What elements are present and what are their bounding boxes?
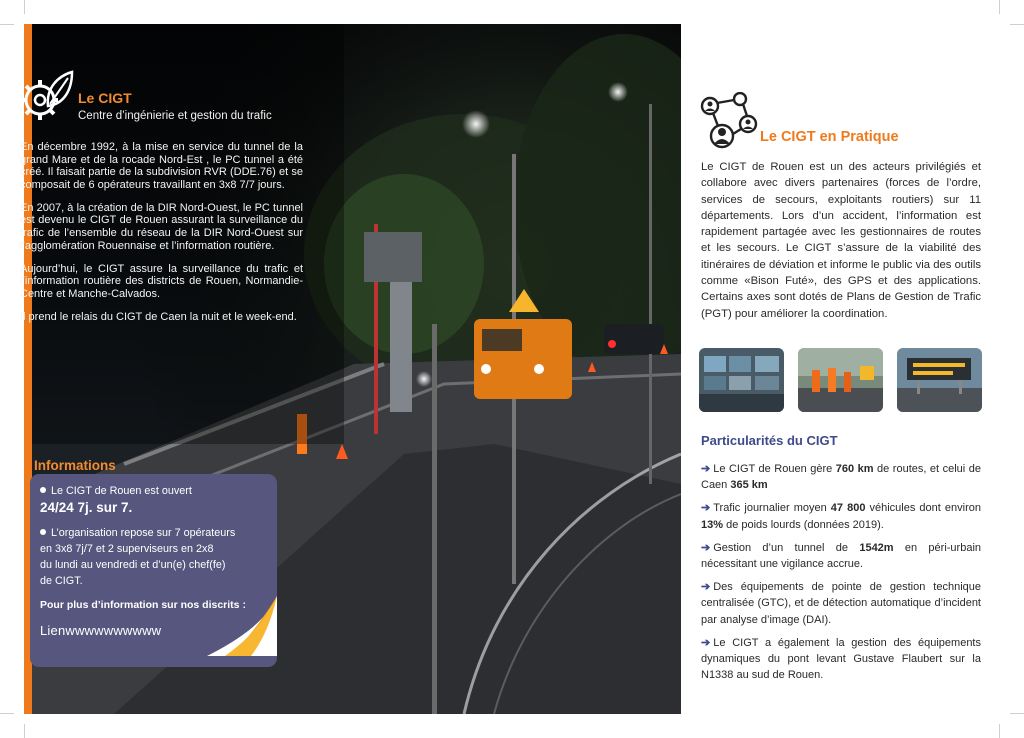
info-bullet-text: en 3x8 7j/7 et 2 superviseurs en 2x8 <box>40 543 214 555</box>
arrow-right-icon: ➔ <box>701 541 711 554</box>
arrow-right-icon: ➔ <box>701 502 711 515</box>
traffic-sign-photo <box>897 348 982 412</box>
history-paragraph: Aujourd’hui, le CIGT assure la surveillance du trafic et l’information routière des districts de Rouen, Normandie-Centre et Manche-Calvados. <box>20 262 303 300</box>
districts-link[interactable]: Lienwwwwwwwwww <box>40 623 162 638</box>
crop-mark <box>0 713 14 714</box>
opening-hours: 24/24 7j. sur 7. <box>40 500 133 515</box>
info-bullet-2 <box>40 525 267 541</box>
cigt-title: Le CIGT <box>78 90 132 106</box>
crop-mark <box>999 0 1000 14</box>
list-item <box>701 461 981 493</box>
info-bullet-1 <box>40 483 267 499</box>
item-text: de poids lourds (données 2019). <box>723 518 884 531</box>
crop-mark <box>1010 24 1024 25</box>
item-text: Des équipements de pointe de gestion technique centralisée (GTC), et de détection automatique d’incident par analyse d’image (DAI). <box>701 581 981 626</box>
arrow-right-icon: ➔ <box>701 636 711 649</box>
crop-mark <box>24 0 25 14</box>
item-bold: 13% <box>701 518 724 531</box>
particularites-list <box>701 461 981 690</box>
more-info-label: Pour plus d’information sur nos discrits : <box>40 599 246 611</box>
item-text: Le CIGT a également la gestion des équipements dynamiques du pont levant Gustave Flaubert sur la N1338 au sud de Rouen. <box>701 636 981 682</box>
crop-mark <box>24 724 25 738</box>
history-paragraph: En 2007, à la création de la DIR Nord-Ouest, le PC tunnel est devenu le CIGT de Rouen assurant la surveillance du trafic de l’ensemble du réseau de la DIR Nord-Ouest sur l’agglomération Rouennaise et l’information routière. <box>20 201 303 252</box>
bullet-dot-icon <box>40 487 46 493</box>
pratique-title: Le CIGT en Pratique <box>760 129 899 145</box>
arrow-right-icon: ➔ <box>701 463 711 475</box>
info-bullet-text: du lundi au vendredi et d’un(e) chef(fe) <box>40 559 226 571</box>
cigt-subtitle: Centre d’ingénierie et gestion du trafic <box>78 110 272 122</box>
control-room-photo <box>699 348 784 412</box>
item-bold: 760 km <box>835 463 874 475</box>
item-text: en péri-urbain nécessitant une vigilance accrue. <box>701 541 982 571</box>
crop-mark <box>0 24 14 25</box>
people-network-icon <box>700 92 758 150</box>
pratique-body: Le CIGT de Rouen est un des acteurs privilégiés et collabore avec divers partenaires (forces de l’ordre, services de secours, exploitants routiers) sur 11 départements. Lors d’un accident, l’information est rapidement partagée avec les gestionnaires de routes et les secours. Le CIGT s’assure de la viabilité des itinéraires de déviation et informe le public via des outils comme «Bison Futé», des GPS et des applications. Certains axes sont dotés de Plans de Gestion de Trafic (PGT) pour améliorer la coordination. <box>701 161 981 320</box>
item-bold: 47 800 <box>830 502 866 515</box>
list-item <box>701 635 981 684</box>
history-paragraph: Il prend le relais du CIGT de Caen la nuit et le week-end. <box>20 311 297 324</box>
item-text: Trafic journalier moyen <box>713 502 831 515</box>
item-text: Gestion d’un tunnel de <box>713 541 860 554</box>
info-bullet-text: Le CIGT de Rouen est ouvert <box>51 485 192 497</box>
history-paragraph: En décembre 1992, à la mise en service du tunnel de la grand Mare et de la rocade Nord-Est , le PC tunnel a été créé. Il faisait partie de la subdivision RVR (DDE.76) et se composait de 6 opérateurs travaillant en 3x8 7/7 jours. <box>20 141 303 191</box>
item-text: véhicules dont environ <box>865 502 981 515</box>
gear-leaf-icon <box>18 68 74 124</box>
item-bold: 365 km <box>730 479 768 492</box>
road-workers-photo <box>798 348 883 412</box>
particularites-title: Particularités du CIGT <box>701 433 838 448</box>
info-bullet-text: L’organisation repose sur 7 opérateurs <box>51 527 236 539</box>
informations-title: Informations <box>34 458 116 473</box>
photo-strip <box>699 348 982 412</box>
list-item <box>701 579 981 628</box>
list-item <box>701 540 981 572</box>
arrow-right-icon: ➔ <box>701 581 711 594</box>
cigt-history-text <box>20 141 303 334</box>
info-bullet-text: de CIGT. <box>40 575 83 587</box>
bullet-dot-icon <box>40 529 46 535</box>
page-curl-icon <box>207 596 277 656</box>
crop-mark <box>1010 713 1024 714</box>
item-text: Le CIGT de Rouen gère <box>713 463 836 475</box>
list-item <box>701 500 981 532</box>
crop-mark <box>999 724 1000 738</box>
item-bold: 1542m <box>859 541 894 554</box>
item-text: de routes, et celui de Caen <box>701 463 981 492</box>
